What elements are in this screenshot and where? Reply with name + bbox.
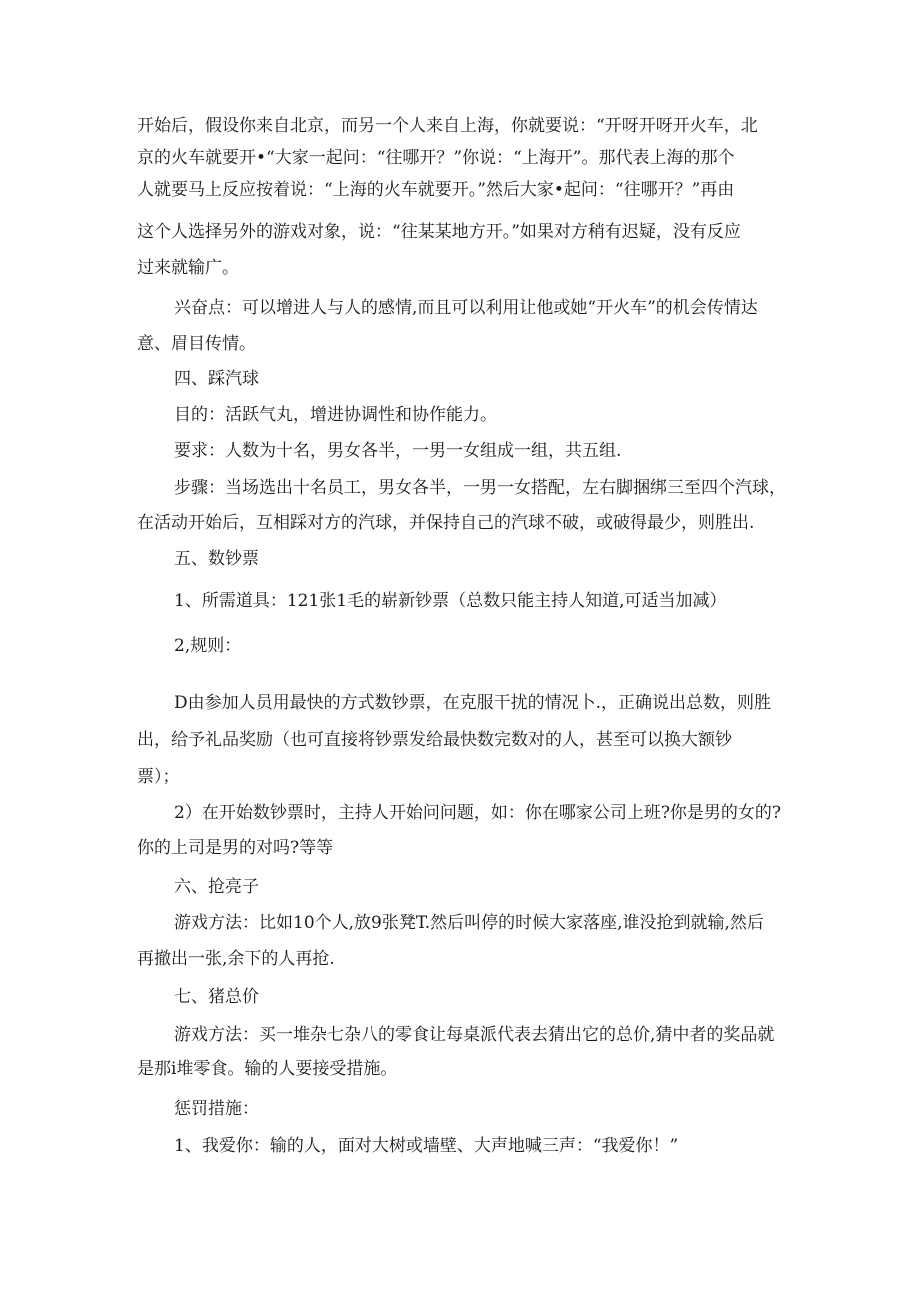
text-line: 游戏方法：比如10个人,放9张凳T.然后叫停的时候大家落座,谁没抢到就输,然后 (174, 913, 764, 933)
text-line: 惩罚措施： (174, 1099, 259, 1119)
text-line: 京的火车就要开•“大家一起问：“往哪开？”你说：“上海开”。那代表上海的那个 (137, 148, 735, 168)
text-line: 票）； (137, 767, 180, 787)
section-heading: 五、数钞票 (174, 549, 259, 569)
section-heading: 七、猪总价 (174, 987, 259, 1007)
text-line: 游戏方法：买一堆杂七杂八的零食让每桌派代表去猜出它的总价,猜中者的奖品就 (174, 1025, 775, 1045)
text-line: 你的上司是男的对吗?等等 (137, 838, 334, 858)
text-line: D由参加人员用最快的方式数钞票，在克服干扰的情况卜.，正确说出总数，则胜 (174, 693, 772, 713)
text-line: 2,规则： (174, 636, 242, 656)
section-heading: 六、抢亮子 (174, 877, 259, 897)
text-line: 开始后，假设你来自北京，而另一个人来自上海，你就要说：“开呀开呀开火车，北 (137, 116, 758, 136)
text-line: 是那i堆零食。输的人要接受措施。 (137, 1059, 398, 1079)
text-line: 人就要马上反应按着说：“上海的火车就要开。”然后大家•起问：“往哪开？”再由 (137, 180, 735, 200)
text-line: 要求：人数为十名，男女各半，一男一女组成一组，共五组. (174, 441, 622, 461)
text-line: 过来就输广。 (137, 258, 239, 278)
text-line: 2）在开始数钞票时，主持人开始问问题，如：你在哪家公司上班?你是男的女的? (174, 803, 782, 823)
text-line: 出，给予礼品奖励（也可直接将钞票发给最快数完数对的人，甚至可以换大额钞 (137, 730, 732, 750)
text-line: 意、眉目传情。 (137, 334, 256, 354)
text-line: 再撤出一张,余下的人再抢. (137, 949, 335, 969)
text-line: 兴奋点：可以增进人与人的感情,而且可以利用让他或她“开火车”的机会传情达 (174, 298, 758, 318)
text-line: 步骤：当场选出十名员工，男女各半，一男一女搭配，左右脚捆绑三至四个汽球， (174, 478, 786, 498)
text-line: 这个人选择另外的游戏对象，说：“往某某地方开。”如果对方稍有迟疑，没有反应 (137, 222, 741, 242)
text-line: 1、所需道具：121张1毛的崭新钞票（总数只能主持人知道,可适当加减） (174, 591, 727, 611)
text-line: 1、我爱你：输的人，面对大树或墙壁、大声地喊三声：“我爱你！” (174, 1136, 679, 1156)
section-heading: 四、踩汽球 (174, 369, 259, 389)
text-line: 在活动开始后，互相踩对方的汽球，并保持自己的汽球不破，或破得最少，则胜出. (137, 513, 755, 533)
text-line: 目的：活跃气丸，增进协调性和协作能力。 (174, 405, 497, 425)
